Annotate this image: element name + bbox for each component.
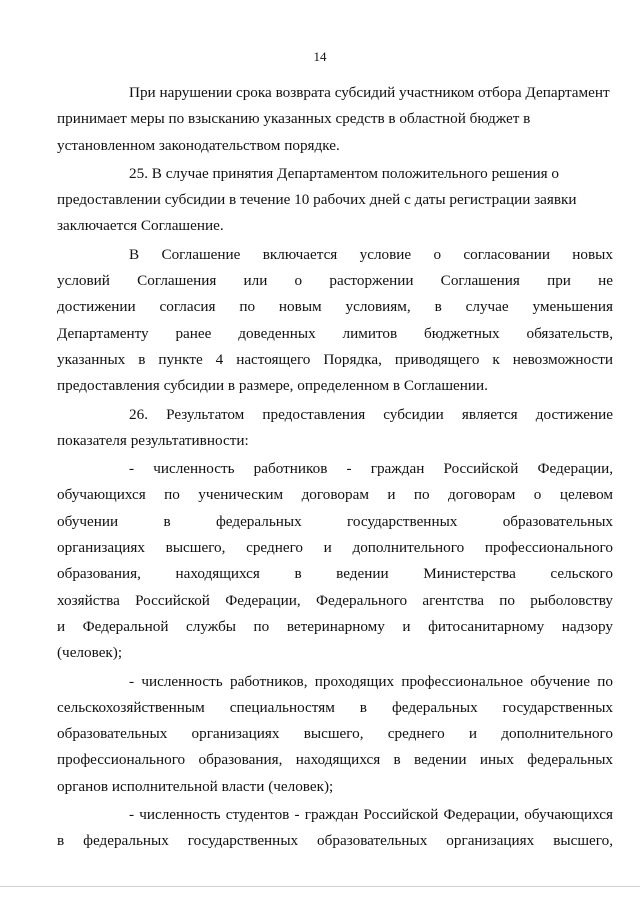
text-line: обучении в федеральных государственных образовательных [57,512,613,530]
text-line: В Соглашение включается условие о согласовании новых [129,245,613,263]
text-line: 25. В случае принятия Департаментом положительного решения о [129,164,559,182]
text-line: и Федеральной службы по ветеринарному и фитосанитарному надзору [57,617,613,635]
text-line: (человек); [57,644,123,662]
text-line: профессионального образования, находящихся в ведении иных федеральных [57,751,613,769]
text-line: образования, находящихся в ведении Министерства сельского [57,565,613,583]
paragraph-agreement-conditions [57,242,613,400]
text-line: в федеральных государственных образовательных организациях высшего, [57,832,613,850]
text-line: 26. Результатом предоставления субсидии является достижение [129,405,613,423]
paragraph-indicator-training [57,669,613,800]
text-line: сельскохозяйственным специальностям в федеральных государственных [57,698,613,716]
page-number: 14 [313,49,327,64]
page-bottom-edge [0,886,640,887]
paragraph-indicator-students [57,802,613,855]
text-line: предоставлении субсидии в течение 10 рабочих дней с даты регистрации заявки [57,191,577,209]
text-line: заключается Соглашение. [57,217,224,235]
text-line: обучающихся по ученическим договорам и по договорам о целевом [57,486,613,504]
text-line: установленном законодательством порядке. [57,136,340,154]
text-line: - численность работников, проходящих профессиональное обучение по [129,672,613,690]
paragraph-26 [57,402,613,455]
text-line: Департаменту ранее доведенных лимитов бюджетных обязательств, [57,324,613,342]
text-line: достижении согласия по новым условиям, в случае уменьшения [57,298,613,316]
text-line: предоставления субсидии в размере, определенном в Соглашении. [57,377,488,395]
text-line: При нарушении срока возврата субсидий участником отбора Департамент [129,84,610,101]
text-line: образовательных организациях высшего, среднего и дополнительного [57,725,613,743]
text-line: органов исполнительной власти (человек); [57,777,334,795]
text-line: хозяйства Российской Федерации, Федерального агентства по рыболовству [57,591,613,609]
text-line: принимает меры по взысканию указанных средств в областной бюджет в [57,110,531,128]
document-body [57,80,613,855]
text-line: - численность студентов - граждан Российской Федерации, обучающихся [129,806,613,824]
paragraph-refund-violation [57,80,613,159]
text-line: указанных в пункте 4 настоящего Порядка, приводящего к невозможности [57,350,613,368]
paragraph-25 [57,161,613,240]
text-line: условий Соглашения или о расторжении Соглашения при не [57,272,613,290]
text-line: - численность работников - граждан Российской Федерации, [129,460,613,478]
text-line: организациях высшего, среднего и дополнительного профессионального [57,539,613,557]
text-line: показателя результативности: [57,431,249,449]
paragraph-indicator-citizens [57,456,613,666]
